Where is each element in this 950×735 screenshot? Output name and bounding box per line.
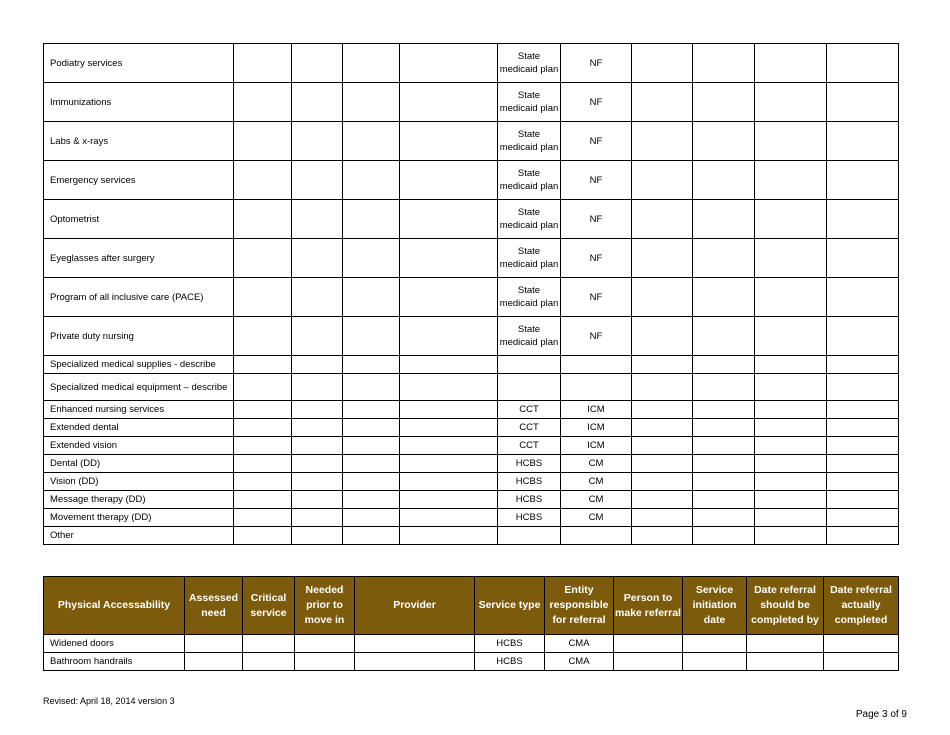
empty-cell [827, 491, 899, 509]
empty-cell [827, 473, 899, 491]
service-type-cell: State medicaid plan [498, 278, 561, 317]
empty-cell [343, 161, 400, 200]
header-critical-service: Critical service [243, 577, 295, 635]
empty-cell [343, 527, 400, 545]
empty-cell [400, 161, 498, 200]
service-name: Podiatry services [44, 44, 234, 83]
empty-cell [693, 317, 755, 356]
empty-cell [755, 473, 827, 491]
empty-cell [693, 455, 755, 473]
empty-cell [755, 419, 827, 437]
empty-cell [400, 83, 498, 122]
empty-cell [185, 635, 243, 653]
service-type-cell: CCT [498, 401, 561, 419]
empty-cell [683, 635, 747, 653]
empty-cell [343, 491, 400, 509]
empty-cell [632, 491, 693, 509]
table-row [44, 401, 899, 419]
header-physical-accessability: Physical Accessability [44, 577, 185, 635]
empty-cell [234, 527, 292, 545]
empty-cell [693, 374, 755, 401]
empty-cell [292, 122, 343, 161]
empty-cell [632, 278, 693, 317]
empty-cell [234, 401, 292, 419]
empty-cell [632, 419, 693, 437]
entity-cell: NF [561, 317, 632, 356]
physical-accessability-table [43, 576, 899, 671]
empty-cell [234, 278, 292, 317]
empty-cell [292, 200, 343, 239]
empty-cell [343, 374, 400, 401]
empty-cell [755, 491, 827, 509]
empty-cell [755, 161, 827, 200]
empty-cell [755, 401, 827, 419]
empty-cell [827, 200, 899, 239]
entity-cell: ICM [561, 401, 632, 419]
empty-cell [295, 635, 355, 653]
empty-cell [693, 473, 755, 491]
empty-cell [827, 161, 899, 200]
empty-cell [693, 44, 755, 83]
entity-cell: NF [561, 122, 632, 161]
empty-cell [400, 374, 498, 401]
empty-cell [343, 437, 400, 455]
empty-cell [755, 200, 827, 239]
service-type-cell: State medicaid plan [498, 200, 561, 239]
empty-cell [343, 44, 400, 83]
service-name: Specialized medical equipment – describe [44, 374, 234, 401]
empty-cell [632, 401, 693, 419]
empty-cell [234, 374, 292, 401]
header-initiation-date: Service initiation date [683, 577, 747, 635]
service-type-cell: HCBS [498, 491, 561, 509]
item-name: Bathroom handrails [44, 653, 185, 671]
table-row [44, 527, 899, 545]
service-type-cell [498, 374, 561, 401]
service-name: Program of all inclusive care (PACE) [44, 278, 234, 317]
header-needed-prior: Needed prior to move in [295, 577, 355, 635]
empty-cell [614, 653, 683, 671]
entity-cell: CMA [545, 635, 614, 653]
empty-cell [243, 635, 295, 653]
table-row [44, 83, 899, 122]
header-service-type: Service type [475, 577, 545, 635]
entity-cell: NF [561, 278, 632, 317]
empty-cell [632, 44, 693, 83]
entity-cell: NF [561, 44, 632, 83]
empty-cell [755, 278, 827, 317]
empty-cell [343, 509, 400, 527]
service-type-cell: HCBS [498, 455, 561, 473]
empty-cell [693, 419, 755, 437]
entity-cell: CM [561, 491, 632, 509]
empty-cell [827, 374, 899, 401]
empty-cell [234, 83, 292, 122]
service-name: Extended dental [44, 419, 234, 437]
table-row [44, 200, 899, 239]
entity-cell: CM [561, 455, 632, 473]
entity-cell: NF [561, 239, 632, 278]
empty-cell [683, 653, 747, 671]
empty-cell [755, 437, 827, 455]
entity-cell: NF [561, 161, 632, 200]
empty-cell [632, 473, 693, 491]
empty-cell [234, 317, 292, 356]
entity-cell: ICM [561, 437, 632, 455]
service-name: Immunizations [44, 83, 234, 122]
empty-cell [632, 83, 693, 122]
empty-cell [234, 200, 292, 239]
empty-cell [292, 161, 343, 200]
empty-cell [632, 239, 693, 278]
empty-cell [755, 527, 827, 545]
empty-cell [292, 401, 343, 419]
empty-cell [755, 356, 827, 374]
empty-cell [755, 455, 827, 473]
empty-cell [292, 44, 343, 83]
item-name: Widened doors [44, 635, 185, 653]
empty-cell [747, 635, 824, 653]
empty-cell [292, 437, 343, 455]
empty-cell [693, 437, 755, 455]
entity-cell [561, 527, 632, 545]
empty-cell [295, 653, 355, 671]
service-type-cell: State medicaid plan [498, 83, 561, 122]
empty-cell [632, 122, 693, 161]
service-type-cell: HCBS [475, 635, 545, 653]
physical-table-header [44, 577, 899, 635]
empty-cell [632, 161, 693, 200]
empty-cell [827, 527, 899, 545]
table-row [44, 635, 899, 653]
empty-cell [343, 83, 400, 122]
empty-cell [185, 653, 243, 671]
empty-cell [292, 317, 343, 356]
empty-cell [827, 455, 899, 473]
empty-cell [400, 509, 498, 527]
table-row [44, 653, 899, 671]
service-type-cell: State medicaid plan [498, 44, 561, 83]
empty-cell [693, 239, 755, 278]
empty-cell [755, 317, 827, 356]
empty-cell [632, 527, 693, 545]
empty-cell [693, 509, 755, 527]
empty-cell [343, 401, 400, 419]
service-name: Specialized medical supplies - describe [44, 356, 234, 374]
header-date-by: Date referral should be completed by [747, 577, 824, 635]
empty-cell [400, 527, 498, 545]
page-number: Page 3 of 9 [855, 709, 907, 720]
empty-cell [343, 473, 400, 491]
empty-cell [292, 509, 343, 527]
header-entity: Entity responsible for referral [545, 577, 614, 635]
empty-cell [827, 44, 899, 83]
empty-cell [755, 374, 827, 401]
table-row [44, 122, 899, 161]
empty-cell [755, 122, 827, 161]
empty-cell [827, 239, 899, 278]
empty-cell [234, 509, 292, 527]
table-row [44, 44, 899, 83]
empty-cell [747, 653, 824, 671]
empty-cell [234, 122, 292, 161]
empty-cell [234, 455, 292, 473]
service-type-cell: HCBS [498, 509, 561, 527]
empty-cell [292, 527, 343, 545]
empty-cell [400, 356, 498, 374]
empty-cell [632, 509, 693, 527]
service-name: Movement therapy (DD) [44, 509, 234, 527]
empty-cell [343, 419, 400, 437]
empty-cell [827, 437, 899, 455]
table-row [44, 356, 899, 374]
empty-cell [292, 239, 343, 278]
empty-cell [343, 200, 400, 239]
empty-cell [755, 509, 827, 527]
service-type-cell [498, 527, 561, 545]
service-name: Eyeglasses after surgery [44, 239, 234, 278]
table-row [44, 491, 899, 509]
empty-cell [343, 122, 400, 161]
empty-cell [292, 278, 343, 317]
header-assessed-need: Assessed need [185, 577, 243, 635]
empty-cell [824, 635, 899, 653]
service-name: Dental (DD) [44, 455, 234, 473]
empty-cell [292, 455, 343, 473]
empty-cell [292, 491, 343, 509]
entity-cell: CM [561, 509, 632, 527]
empty-cell [400, 122, 498, 161]
service-type-cell: CCT [498, 437, 561, 455]
header-date-actual: Date referral actually completed [824, 577, 899, 635]
empty-cell [693, 491, 755, 509]
entity-cell: ICM [561, 419, 632, 437]
empty-cell [343, 239, 400, 278]
entity-cell: CM [561, 473, 632, 491]
empty-cell [400, 317, 498, 356]
empty-cell [827, 356, 899, 374]
empty-cell [355, 635, 475, 653]
table-row [44, 239, 899, 278]
empty-cell [400, 491, 498, 509]
empty-cell [632, 200, 693, 239]
empty-cell [693, 161, 755, 200]
empty-cell [824, 653, 899, 671]
empty-cell [234, 419, 292, 437]
empty-cell [343, 317, 400, 356]
empty-cell [827, 509, 899, 527]
empty-cell [400, 278, 498, 317]
empty-cell [755, 239, 827, 278]
empty-cell [234, 473, 292, 491]
table-row [44, 317, 899, 356]
empty-cell [693, 356, 755, 374]
empty-cell [693, 401, 755, 419]
empty-cell [355, 653, 475, 671]
header-provider: Provider [355, 577, 475, 635]
empty-cell [234, 239, 292, 278]
empty-cell [693, 200, 755, 239]
empty-cell [234, 437, 292, 455]
empty-cell [400, 200, 498, 239]
entity-cell: CMA [545, 653, 614, 671]
empty-cell [827, 278, 899, 317]
service-name: Vision (DD) [44, 473, 234, 491]
empty-cell [632, 374, 693, 401]
empty-cell [343, 356, 400, 374]
service-type-cell: State medicaid plan [498, 239, 561, 278]
empty-cell [827, 317, 899, 356]
empty-cell [755, 83, 827, 122]
empty-cell [827, 122, 899, 161]
service-name: Private duty nursing [44, 317, 234, 356]
empty-cell [400, 239, 498, 278]
service-type-cell: State medicaid plan [498, 122, 561, 161]
entity-cell [561, 374, 632, 401]
empty-cell [614, 635, 683, 653]
services-table [43, 43, 899, 545]
service-type-cell: HCBS [498, 473, 561, 491]
empty-cell [827, 401, 899, 419]
empty-cell [632, 356, 693, 374]
empty-cell [243, 653, 295, 671]
empty-cell [292, 83, 343, 122]
empty-cell [234, 44, 292, 83]
empty-cell [632, 437, 693, 455]
empty-cell [400, 401, 498, 419]
table-row [44, 374, 899, 401]
service-name: Optometrist [44, 200, 234, 239]
empty-cell [343, 455, 400, 473]
service-type-cell: State medicaid plan [498, 161, 561, 200]
empty-cell [292, 473, 343, 491]
service-type-cell: HCBS [475, 653, 545, 671]
empty-cell [292, 374, 343, 401]
empty-cell [400, 473, 498, 491]
empty-cell [693, 83, 755, 122]
table-row [44, 419, 899, 437]
entity-cell: NF [561, 200, 632, 239]
service-type-cell: CCT [498, 419, 561, 437]
empty-cell [827, 419, 899, 437]
service-name: Enhanced nursing services [44, 401, 234, 419]
empty-cell [632, 317, 693, 356]
empty-cell [400, 419, 498, 437]
entity-cell [561, 356, 632, 374]
table-row [44, 278, 899, 317]
empty-cell [632, 455, 693, 473]
empty-cell [234, 356, 292, 374]
table-row [44, 455, 899, 473]
empty-cell [755, 44, 827, 83]
empty-cell [827, 83, 899, 122]
empty-cell [292, 356, 343, 374]
empty-cell [400, 455, 498, 473]
service-name: Labs & x-rays [44, 122, 234, 161]
service-name: Emergency services [44, 161, 234, 200]
revised-note: Revised: April 18, 2014 version 3 [43, 696, 175, 706]
empty-cell [400, 44, 498, 83]
empty-cell [292, 419, 343, 437]
table-row [44, 161, 899, 200]
service-name: Other [44, 527, 234, 545]
service-type-cell: State medicaid plan [498, 317, 561, 356]
empty-cell [400, 437, 498, 455]
empty-cell [343, 278, 400, 317]
service-type-cell [498, 356, 561, 374]
empty-cell [234, 491, 292, 509]
header-person: Person to make referral [614, 577, 683, 635]
service-name: Extended vision [44, 437, 234, 455]
empty-cell [693, 527, 755, 545]
table-row [44, 509, 899, 527]
service-name: Message therapy (DD) [44, 491, 234, 509]
table-row [44, 473, 899, 491]
empty-cell [693, 278, 755, 317]
entity-cell: NF [561, 83, 632, 122]
empty-cell [234, 161, 292, 200]
empty-cell [693, 122, 755, 161]
table-row [44, 437, 899, 455]
